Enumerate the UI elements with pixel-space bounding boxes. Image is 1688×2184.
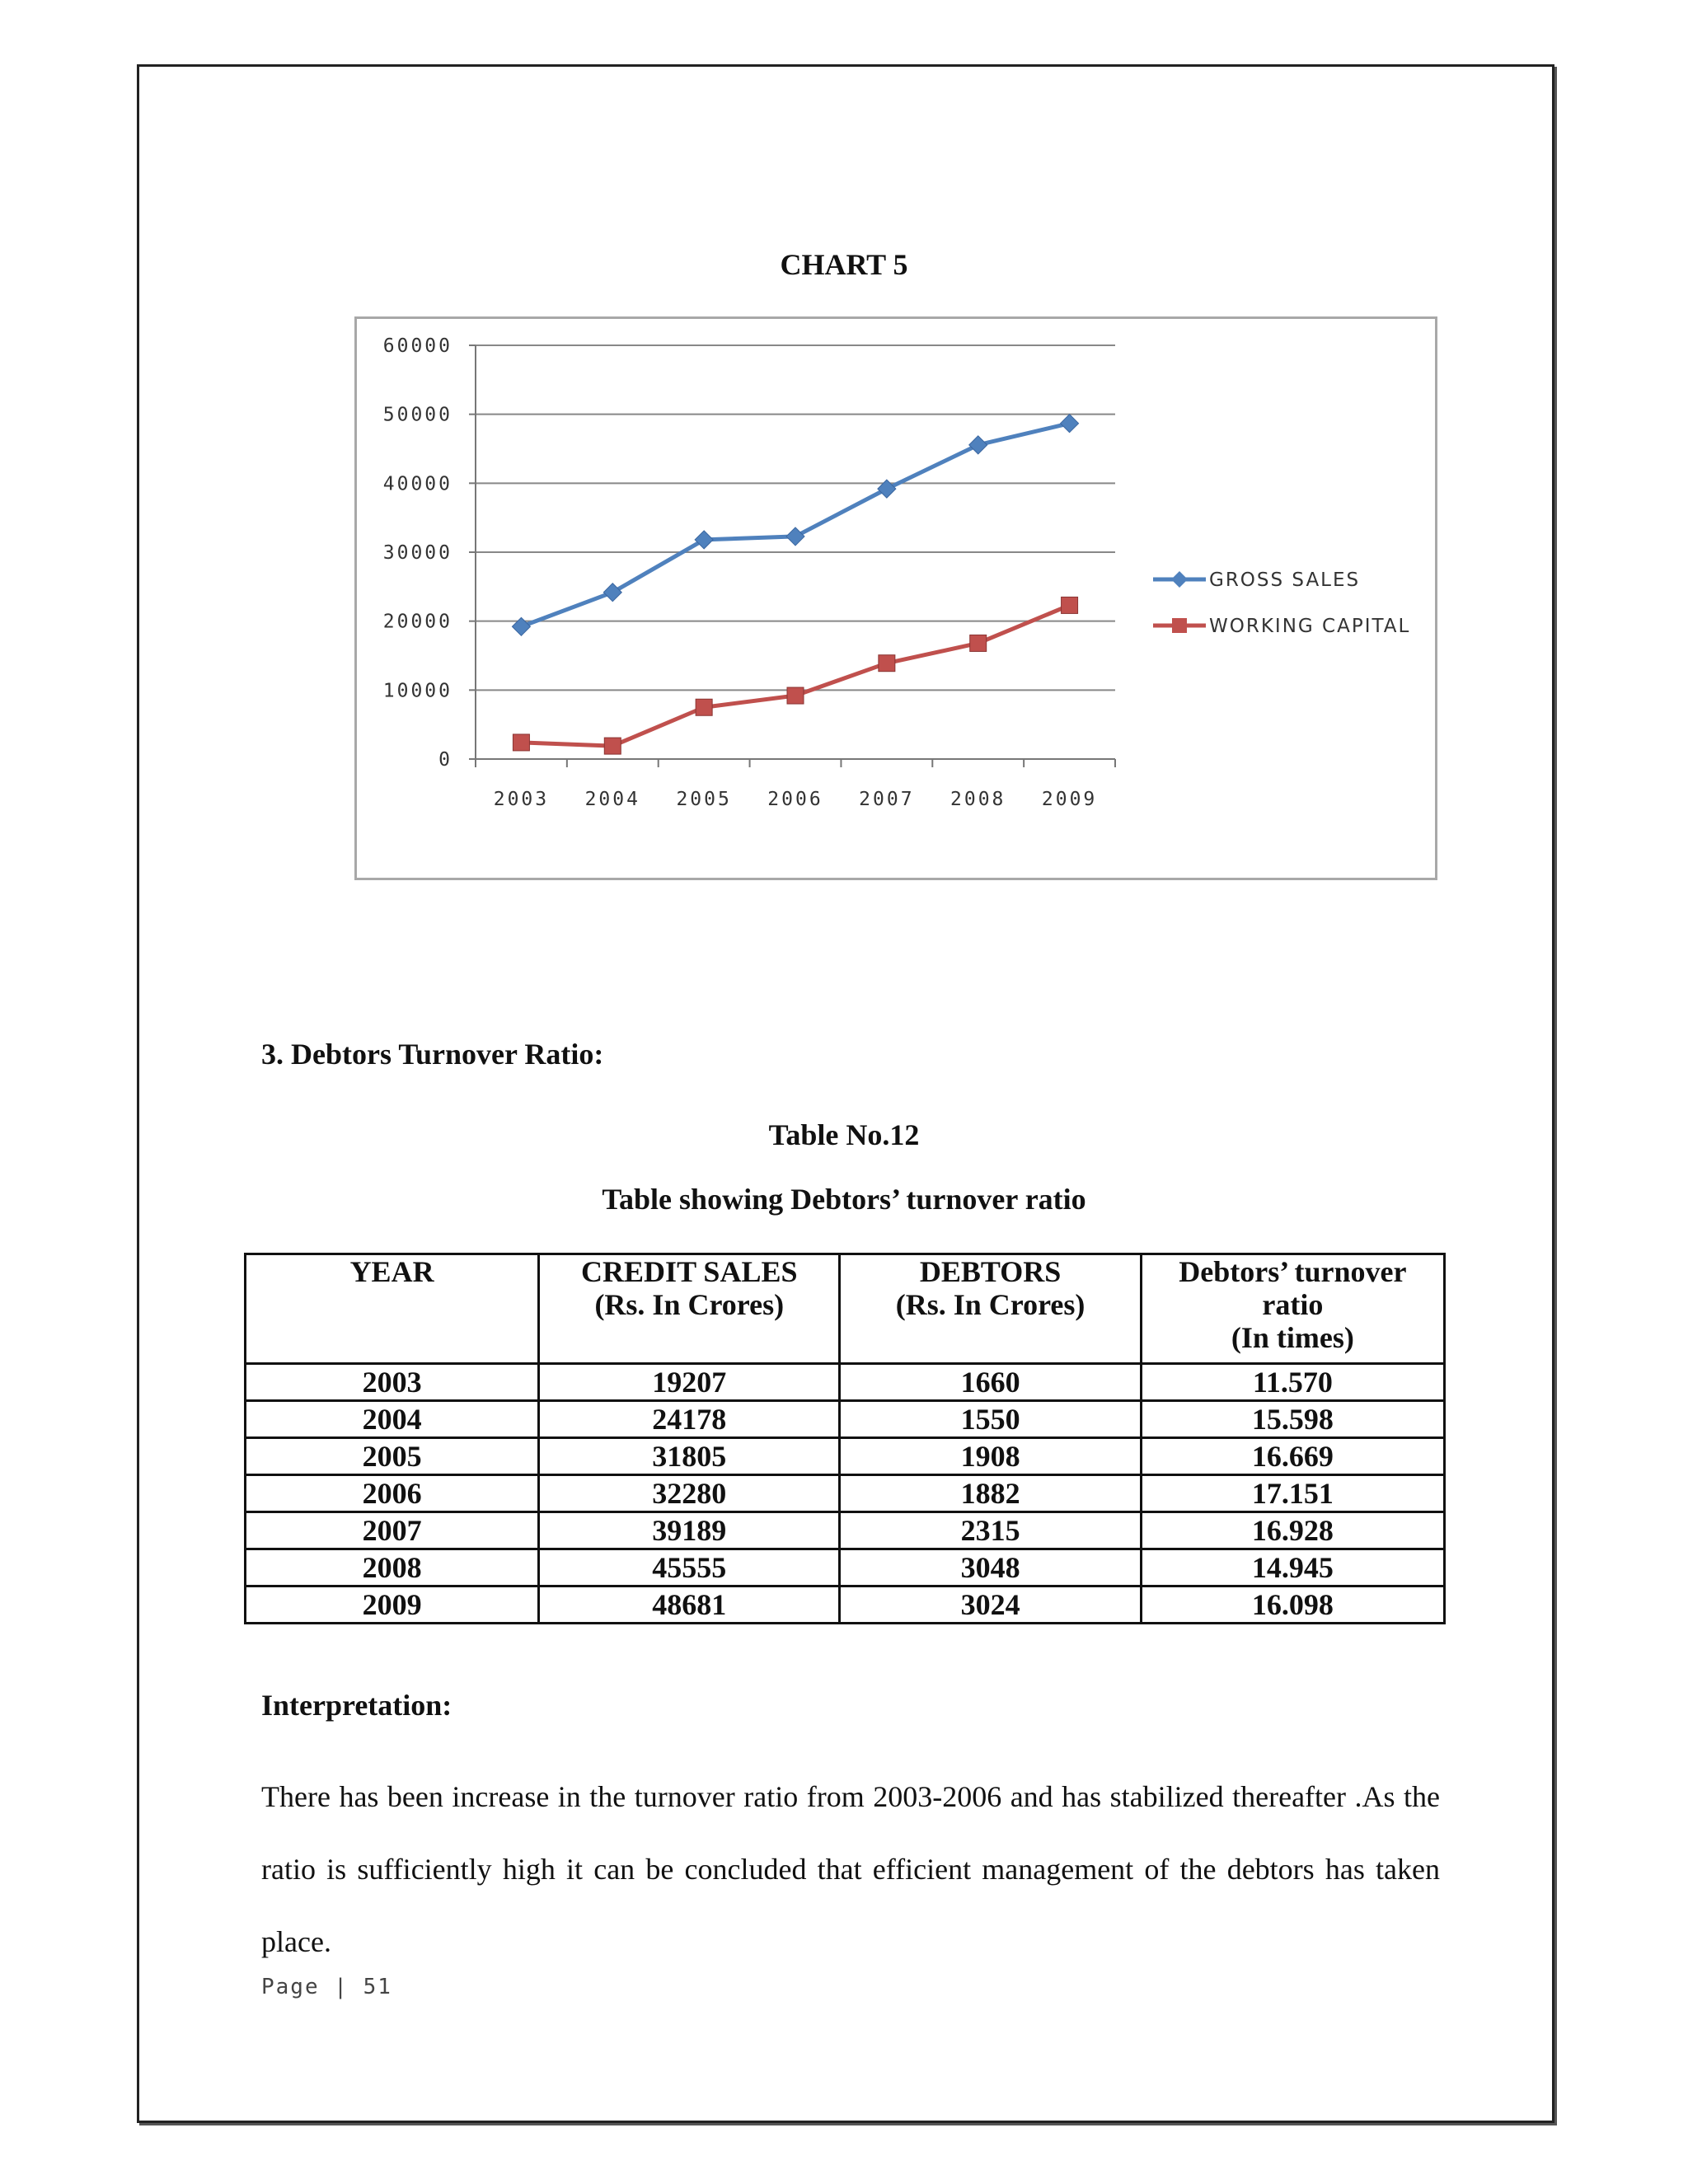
cell-year: 2003 bbox=[246, 1364, 539, 1401]
chart-heading: CHART 5 bbox=[780, 248, 908, 281]
y-tick-label: 60000 bbox=[382, 335, 452, 357]
cell-credit-sales: 48681 bbox=[539, 1586, 840, 1624]
cell-credit-sales: 24178 bbox=[539, 1401, 840, 1438]
x-tick-label: 2008 bbox=[950, 789, 1006, 810]
series-line bbox=[521, 424, 1069, 627]
x-tick-label: 2007 bbox=[859, 789, 915, 810]
header-line: Debtors’ turnover bbox=[1179, 1255, 1407, 1288]
header-line: CREDIT SALES bbox=[581, 1255, 798, 1288]
data-point-square bbox=[879, 655, 895, 672]
legend-label: GROSS SALES bbox=[1209, 569, 1361, 591]
cell-debtors: 2315 bbox=[840, 1512, 1141, 1549]
section-heading: 3. Debtors Turnover Ratio: bbox=[261, 1038, 604, 1071]
data-point-diamond bbox=[512, 617, 530, 635]
line-chart bbox=[354, 316, 1437, 880]
x-tick-label: 2005 bbox=[676, 789, 732, 810]
table-row bbox=[246, 1401, 1445, 1438]
y-tick-label: 20000 bbox=[382, 611, 452, 633]
cell-credit-sales: 45555 bbox=[539, 1549, 840, 1586]
data-point-square bbox=[787, 687, 804, 704]
cell-year: 2007 bbox=[246, 1512, 539, 1549]
cell-debtors: 1908 bbox=[840, 1438, 1141, 1475]
legend-marker-diamond bbox=[1171, 571, 1188, 588]
header-line: (In times) bbox=[1231, 1321, 1354, 1354]
cell-year: 2004 bbox=[246, 1401, 539, 1438]
cell-ratio: 11.570 bbox=[1141, 1364, 1444, 1401]
cell-ratio: 16.669 bbox=[1141, 1438, 1444, 1475]
header-line: DEBTORS bbox=[919, 1255, 1062, 1288]
data-point-square bbox=[1062, 597, 1078, 613]
table-number: Table No.12 bbox=[768, 1118, 920, 1151]
cell-year: 2006 bbox=[246, 1475, 539, 1512]
data-point-square bbox=[970, 635, 987, 651]
header-turnover-ratio bbox=[1141, 1254, 1444, 1364]
cell-ratio: 16.098 bbox=[1141, 1586, 1444, 1624]
cell-debtors: 3024 bbox=[840, 1586, 1141, 1624]
cell-year: 2008 bbox=[246, 1549, 539, 1586]
data-point-diamond bbox=[695, 531, 713, 549]
table-caption: Table showing Debtors’ turnover ratio bbox=[602, 1183, 1086, 1216]
debtors-turnover-table bbox=[244, 1253, 1446, 1624]
data-point-diamond bbox=[603, 583, 621, 602]
header-line: YEAR bbox=[349, 1255, 434, 1288]
cell-year: 2009 bbox=[246, 1586, 539, 1624]
data-point-square bbox=[604, 738, 621, 754]
table-row bbox=[246, 1364, 1445, 1401]
header-line: (Rs. In Crores) bbox=[594, 1288, 785, 1321]
cell-credit-sales: 19207 bbox=[539, 1364, 840, 1401]
cell-ratio: 15.598 bbox=[1141, 1401, 1444, 1438]
legend-marker-square bbox=[1172, 618, 1187, 633]
data-point-diamond bbox=[969, 436, 987, 454]
header-line: (Rs. In Crores) bbox=[895, 1288, 1085, 1321]
cell-debtors: 1550 bbox=[840, 1401, 1141, 1438]
cell-debtors: 1660 bbox=[840, 1364, 1141, 1401]
header-year bbox=[246, 1254, 539, 1364]
y-tick-label: 40000 bbox=[382, 473, 452, 495]
y-tick-label: 30000 bbox=[382, 542, 452, 564]
cell-credit-sales: 39189 bbox=[539, 1512, 840, 1549]
chart-svg bbox=[357, 319, 1435, 878]
x-tick-label: 2009 bbox=[1041, 789, 1098, 810]
header-credit-sales bbox=[539, 1254, 840, 1364]
cell-year: 2005 bbox=[246, 1438, 539, 1475]
x-tick-label: 2003 bbox=[493, 789, 550, 810]
table-row bbox=[246, 1475, 1445, 1512]
table-row bbox=[246, 1586, 1445, 1624]
cell-debtors: 1882 bbox=[840, 1475, 1141, 1512]
interpretation-text: There has been increase in the turnover ratio from 2003-2006 and has stabilized thereafter .As the ratio is sufficiently high it can be concluded that efficient management of the debtors has taken place. bbox=[261, 1780, 1440, 1958]
table-row bbox=[246, 1549, 1445, 1586]
cell-credit-sales: 31805 bbox=[539, 1438, 840, 1475]
cell-ratio: 14.945 bbox=[1141, 1549, 1444, 1586]
legend-label: WORKING CAPITAL bbox=[1209, 616, 1411, 637]
cell-debtors: 3048 bbox=[840, 1549, 1141, 1586]
interpretation-heading: Interpretation: bbox=[261, 1689, 452, 1722]
data-point-square bbox=[696, 699, 712, 715]
table-row bbox=[246, 1438, 1445, 1475]
page-number: Page | 51 bbox=[261, 1975, 392, 1999]
y-tick-label: 0 bbox=[438, 749, 452, 771]
cell-ratio: 17.151 bbox=[1141, 1475, 1444, 1512]
header-line: ratio bbox=[1262, 1288, 1324, 1321]
table-header-row bbox=[246, 1254, 1445, 1364]
y-tick-label: 10000 bbox=[382, 680, 452, 702]
data-point-diamond bbox=[786, 527, 804, 546]
y-tick-label: 50000 bbox=[382, 404, 452, 426]
table-row bbox=[246, 1512, 1445, 1549]
series-line bbox=[521, 605, 1069, 746]
data-point-diamond bbox=[1061, 415, 1079, 433]
x-tick-label: 2006 bbox=[767, 789, 823, 810]
cell-credit-sales: 32280 bbox=[539, 1475, 840, 1512]
cell-ratio: 16.928 bbox=[1141, 1512, 1444, 1549]
data-point-square bbox=[513, 734, 529, 751]
header-debtors bbox=[840, 1254, 1141, 1364]
x-tick-label: 2004 bbox=[584, 789, 640, 810]
